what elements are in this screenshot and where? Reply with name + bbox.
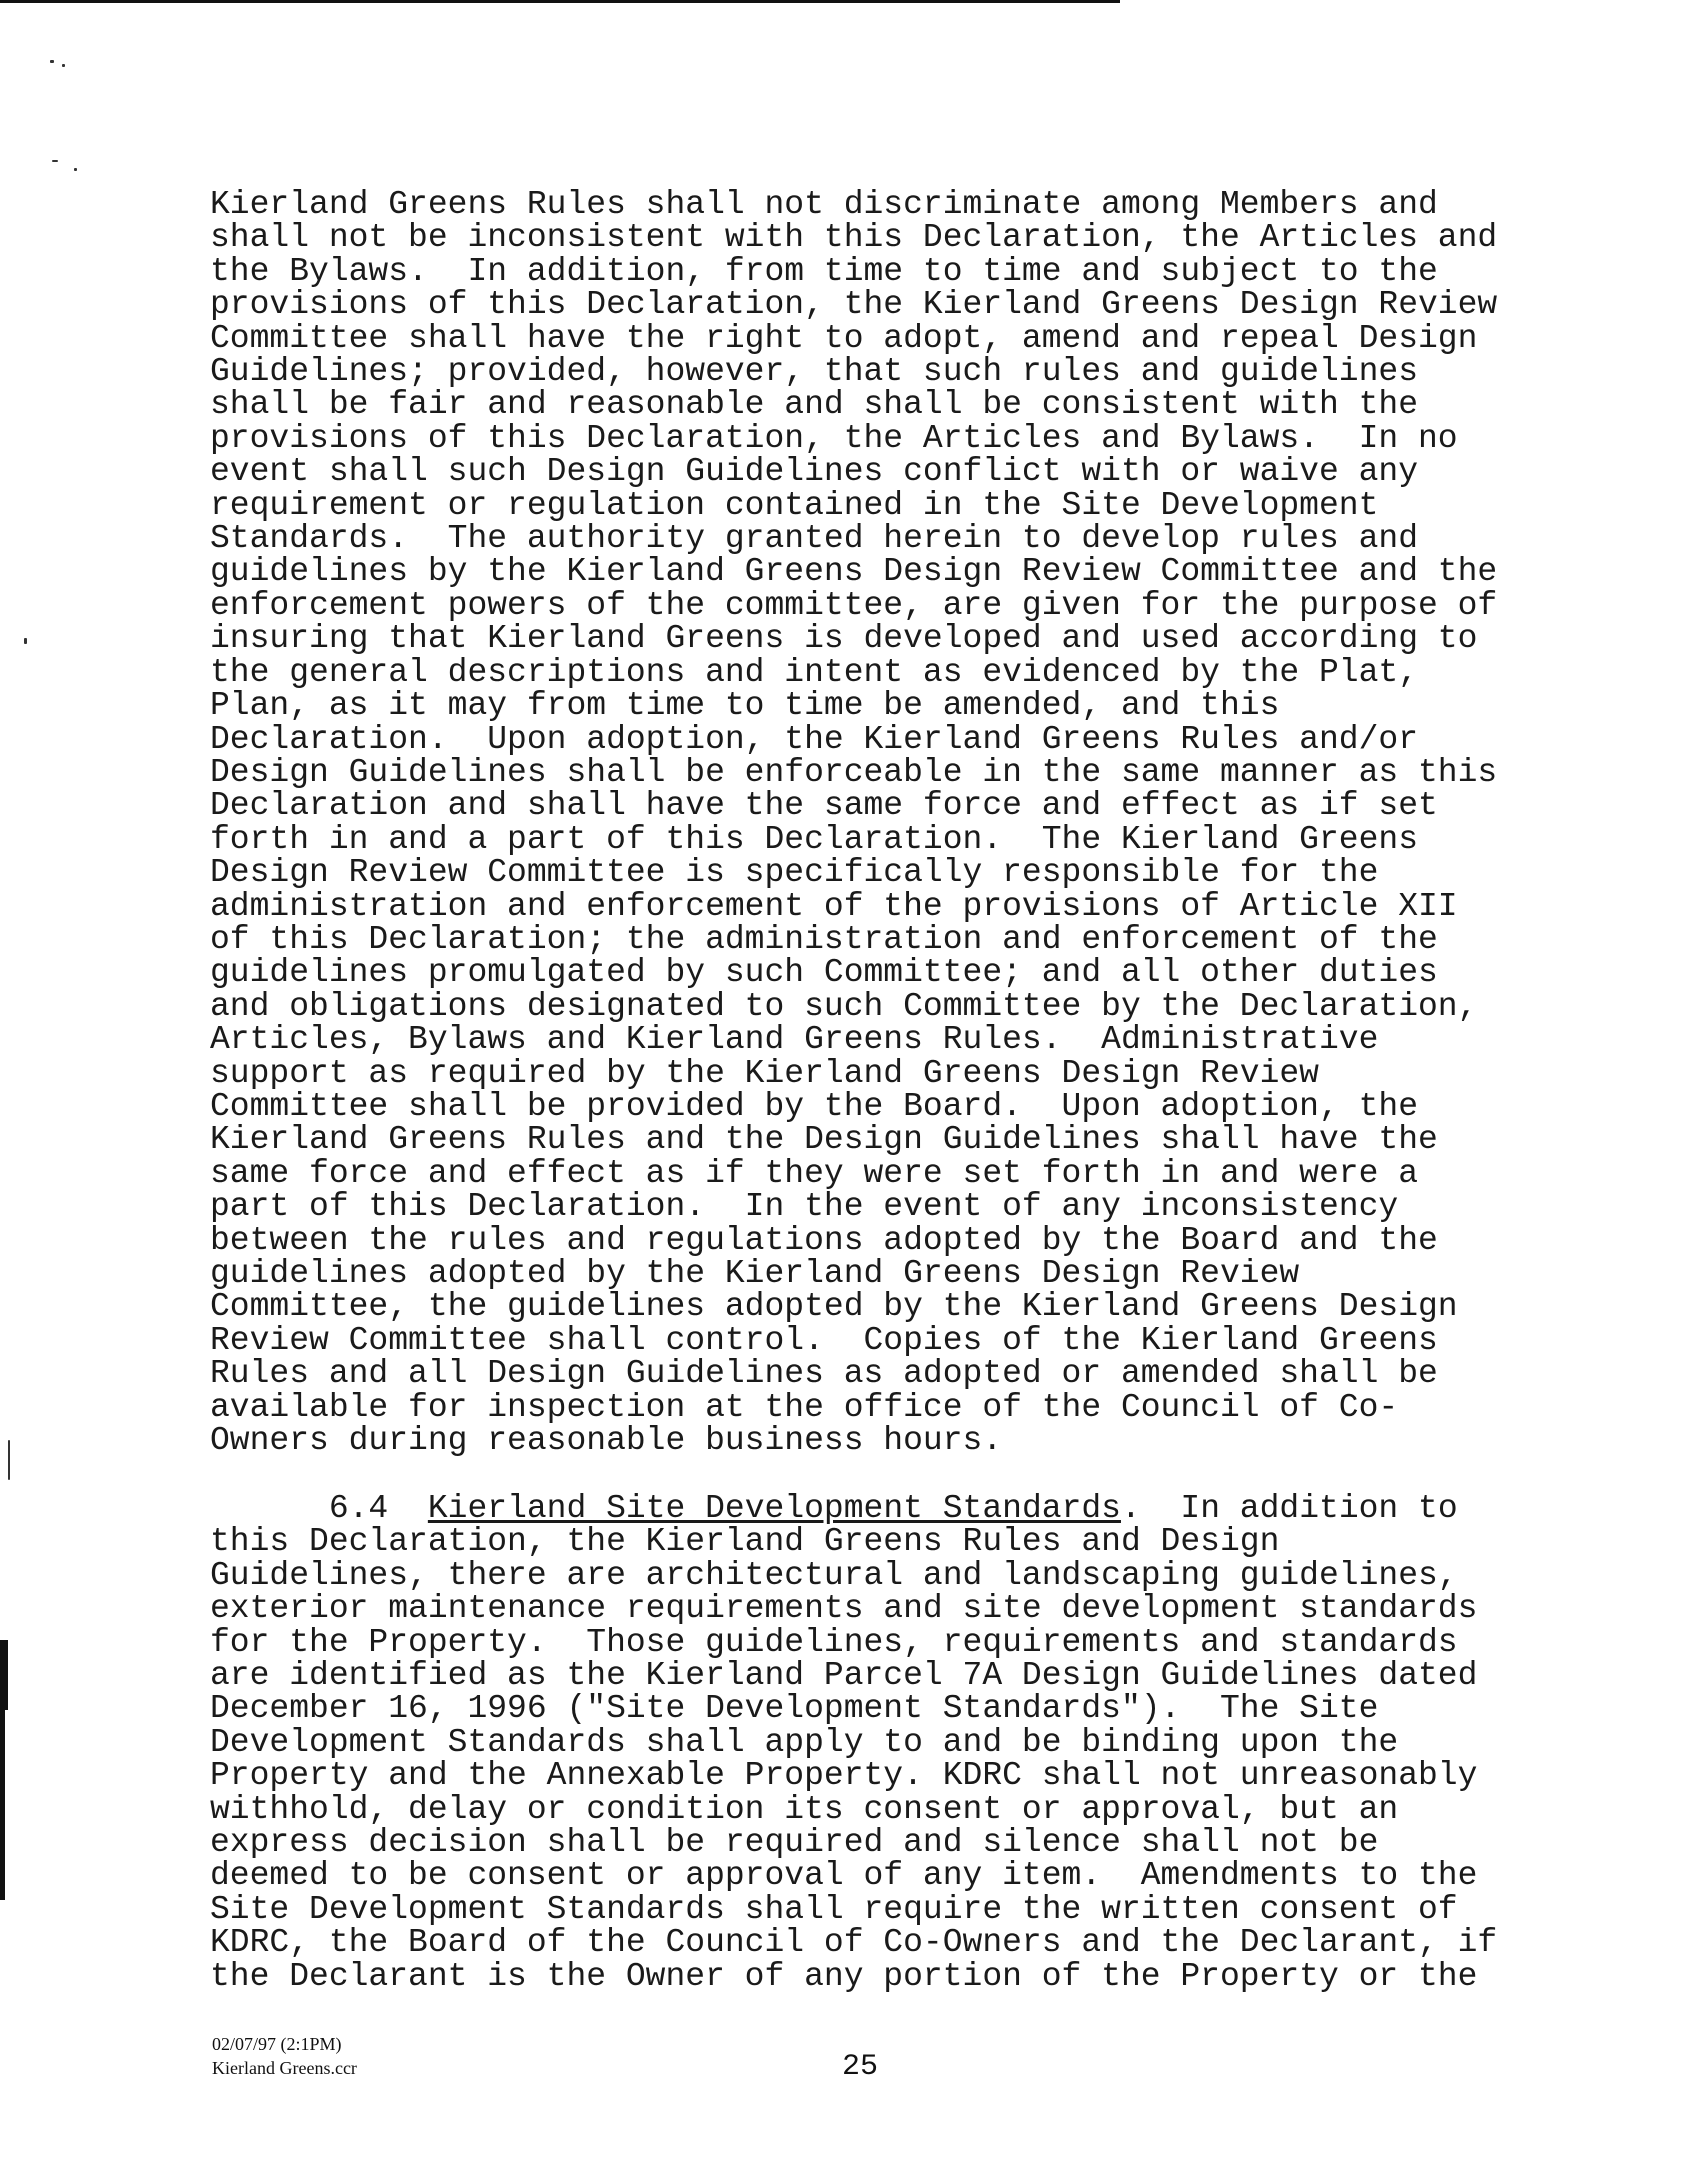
text-line: Committee, the guidelines adopted by the Kierland Greens Design	[210, 1288, 1458, 1326]
text-line: exterior maintenance requirements and site development standards	[210, 1590, 1478, 1628]
text-line: Standards. The authority granted herein to develop rules and	[210, 520, 1418, 558]
text-line: Review Committee shall control. Copies of the Kierland Greens	[210, 1321, 1438, 1359]
section-body	[210, 1525, 1650, 1993]
text-line: provisions of this Declaration, the Articles and Bylaws. In no	[210, 419, 1458, 457]
text-line: the Bylaws. In addition, from time to time and subject to the	[210, 252, 1438, 290]
text-line: part of this Declaration. In the event of any inconsistency	[210, 1188, 1399, 1226]
footer-info	[212, 2032, 357, 2080]
text-line: the Declarant is the Owner of any portion of the Property or the	[210, 1957, 1478, 1995]
text-line: Kierland Greens Rules shall not discriminate among Members and	[210, 186, 1438, 223]
text-line: deemed to be consent or approval of any item. Amendments to the	[210, 1857, 1478, 1895]
text-line: Committee shall be provided by the Board. Upon adoption, the	[210, 1087, 1418, 1125]
text-line: Design Guidelines shall be enforceable in the same manner as this	[210, 753, 1498, 791]
text-line: Development Standards shall apply to and be binding upon the	[210, 1723, 1399, 1761]
text-line: Property and the Annexable Property. KDRC shall not unreasonably	[210, 1757, 1478, 1795]
text-line: event shall such Design Guidelines conflict with or waive any	[210, 453, 1418, 491]
text-line: this Declaration, the Kierland Greens Rules and Design	[210, 1523, 1280, 1561]
text-line: shall not be inconsistent with this Declaration, the Articles and	[210, 219, 1498, 257]
section-heading: Kierland Site Development Standards	[427, 1490, 1121, 1527]
text-line: insuring that Kierland Greens is developed and used according to	[210, 620, 1478, 658]
scan-speck	[52, 160, 58, 162]
text-line: guidelines adopted by the Kierland Greens Design Review	[210, 1255, 1300, 1292]
text-line: guidelines promulgated by such Committee; and all other duties	[210, 954, 1438, 992]
text-line: and obligations designated to such Committee by the Declaration,	[210, 987, 1478, 1025]
text-line: the general descriptions and intent as evidenced by the Plat,	[210, 653, 1418, 691]
text-line: Plan, as it may from time to time be amended, and this	[210, 687, 1280, 725]
scan-left-bar	[0, 1640, 8, 1710]
text-line: Declaration. Upon adoption, the Kierland Greens Rules and/or	[210, 720, 1418, 758]
section-6-4	[210, 1492, 1650, 1993]
text-line: express decision shall be required and silence shall not be	[210, 1824, 1379, 1862]
paragraph-body	[210, 186, 1650, 1460]
text-line: forth in and a part of this Declaration. The Kierland Greens	[210, 820, 1418, 858]
text-line: are identified as the Kierland Parcel 7A Design Guidelines dated	[210, 1657, 1478, 1695]
text-line: Declaration and shall have the same force and effect as if set	[210, 787, 1438, 825]
scan-speck	[74, 168, 77, 171]
scan-speck	[62, 64, 65, 67]
text-line: December 16, 1996 ("Site Development Standards"). The Site	[210, 1690, 1379, 1728]
text-line: Owners during reasonable business hours.	[210, 1422, 1003, 1460]
text-line: provisions of this Declaration, the Kierland Greens Design Review	[210, 286, 1498, 324]
page-number: 25	[842, 2050, 879, 2084]
text-line: enforcement powers of the committee, are given for the purpose of	[210, 586, 1498, 624]
text-line: same force and effect as if they were set forth in and were a	[210, 1154, 1418, 1192]
scan-speck	[8, 1440, 10, 1480]
text-line: Site Development Standards shall require the written consent of	[210, 1890, 1458, 1928]
text-line: Articles, Bylaws and Kierland Greens Rules. Administrative	[210, 1021, 1379, 1059]
text-line: Rules and all Design Guidelines as adopted or amended shall be	[210, 1355, 1438, 1393]
scan-left-bar	[0, 1710, 5, 1900]
text-line: Guidelines, there are architectural and landscaping guidelines,	[210, 1556, 1458, 1594]
text-line: of this Declaration; the administration and enforcement of the	[210, 920, 1438, 958]
text-line: between the rules and regulations adopted by the Board and the	[210, 1221, 1438, 1259]
scan-top-edge	[0, 0, 1120, 3]
text-line: available for inspection at the office of the Council of Co-	[210, 1388, 1399, 1426]
text-line: Committee shall have the right to adopt, amend and repeal Design	[210, 319, 1478, 357]
text-line: support as required by the Kierland Greens Design Review	[210, 1054, 1319, 1092]
footer-date: 02/07/97 (2:1PM)	[212, 2034, 342, 2054]
text-line: shall be fair and reasonable and shall be consistent with the	[210, 386, 1418, 424]
section-number: 6.4	[328, 1490, 389, 1527]
text-line: for the Property. Those guidelines, requirements and standards	[210, 1623, 1458, 1661]
text-line: Guidelines; provided, however, that such rules and guidelines	[210, 353, 1418, 391]
text-line: administration and enforcement of the provisions of Article XII	[210, 887, 1458, 925]
section-first-line-rest: . In addition to	[1120, 1490, 1458, 1527]
text-line: Design Review Committee is specifically responsible for the	[210, 854, 1379, 892]
text-line: Kierland Greens Rules and the Design Guidelines shall have the	[210, 1121, 1438, 1159]
scan-speck	[24, 638, 27, 644]
text-line: requirement or regulation contained in the Site Development	[210, 486, 1379, 524]
footer-filename: Kierland Greens.ccr	[212, 2058, 357, 2078]
text-line: withhold, delay or condition its consent or approval, but an	[210, 1790, 1399, 1828]
text-line: KDRC, the Board of the Council of Co-Owners and the Declarant, if	[210, 1924, 1498, 1962]
text-line: guidelines by the Kierland Greens Design Review Committee and the	[210, 553, 1498, 591]
scan-speck	[50, 60, 54, 63]
